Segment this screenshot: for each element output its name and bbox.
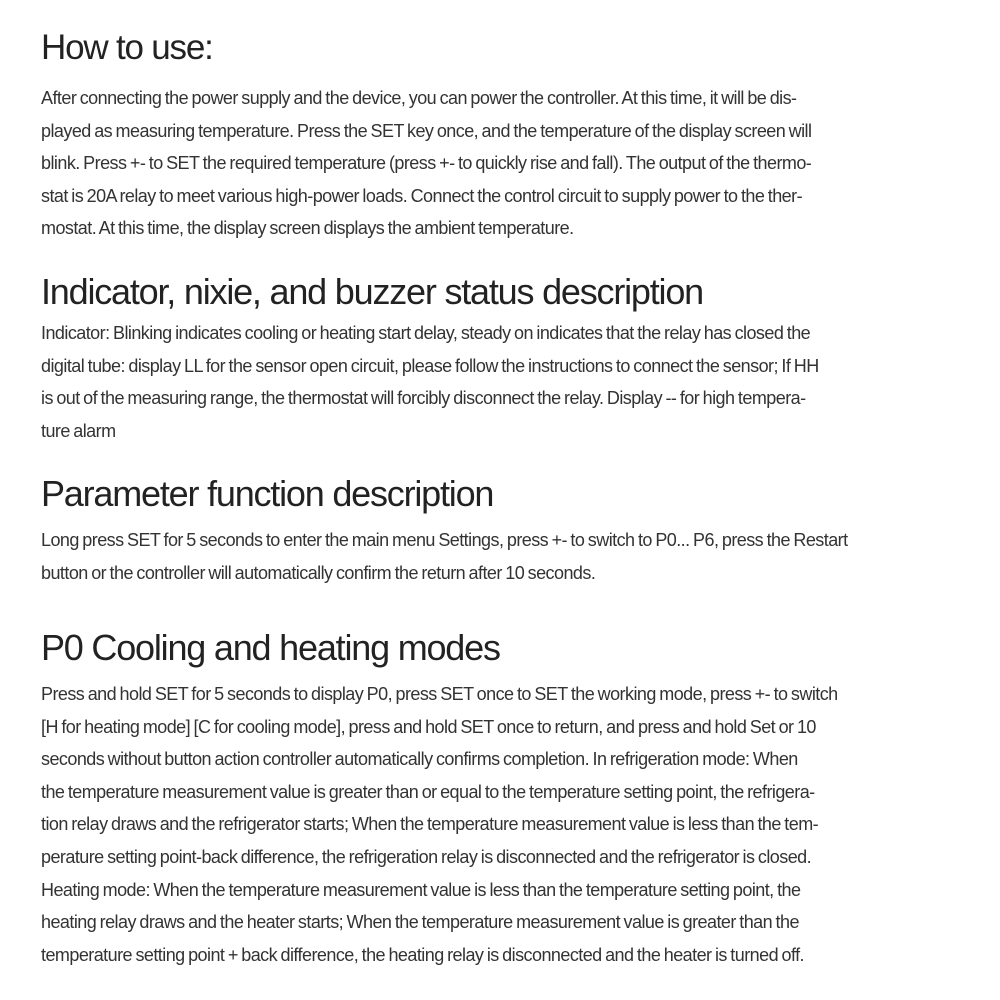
section-p0-modes: [41, 626, 838, 971]
text-line: played as measuring temperature. Press the SET key once, and the temperature of the display screen will: [41, 120, 812, 141]
text-line: seconds without button action controller automatically confirms completion. In refrigeration mode: When: [41, 749, 798, 770]
text-line: Press and hold SET for 5 seconds to display P0, press SET once to SET the working mode, press +- to switch: [41, 684, 838, 704]
text-line: blink. Press +- to SET the required temperature (press +- to quickly rise and fall). The output of the thermo-: [41, 153, 812, 174]
text-line: mostat. At this time, the display screen displays the ambient temperature.: [41, 218, 574, 239]
text-line: [H for heating mode] [C for cooling mode], press and hold SET once to return, and press and hold Set or 10: [41, 716, 816, 737]
text-line: stat is 20A relay to meet various high-power loads. Connect the control circuit to supply power to the ther-: [41, 185, 803, 206]
text-line: Heating mode: When the temperature measurement value is less than the temperature setting point, the: [41, 879, 801, 900]
text-line: ture alarm: [41, 420, 116, 441]
section-heading: How to use:: [41, 28, 213, 67]
section-heading: P0 Cooling and heating modes: [41, 627, 500, 668]
section-indicator-status: [41, 270, 819, 447]
text-line: After connecting the power supply and the device, you can power the controller. At this time, it will be dis-: [41, 88, 797, 108]
section-paragraph: [41, 678, 838, 971]
text-line: is out of the measuring range, the thermostat will forcibly disconnect the relay. Display -- for high tempera-: [41, 388, 806, 409]
section-heading: Indicator, nixie, and buzzer status description: [41, 271, 704, 312]
section-how-to-use: [41, 26, 811, 245]
text-line: button or the controller will automatically confirm the return after 10 seconds.: [41, 562, 596, 583]
text-line: Long press SET for 5 seconds to enter the main menu Settings, press +- to switch to P0... P6, press the Restart: [41, 530, 848, 550]
text-line: temperature setting point + back difference, the heating relay is disconnected and the heater is turned off.: [41, 944, 804, 965]
section-paragraph: [41, 524, 848, 589]
text-line: Indicator: Blinking indicates cooling or heating start delay, steady on indicates that the relay has closed the: [41, 323, 811, 343]
text-line: the temperature measurement value is greater than or equal to the temperature setting point, the refrigera-: [41, 781, 815, 802]
text-line: heating relay draws and the heater starts; When the temperature measurement value is greater than the: [41, 912, 799, 933]
section-paragraph: [41, 82, 811, 245]
text-line: digital tube: display LL for the sensor open circuit, please follow the instructions to connect the sensor; If HH: [41, 355, 819, 376]
text-line: tion relay draws and the refrigerator starts; When the temperature measurement value is less than the tem-: [41, 814, 819, 835]
section-paragraph: [41, 317, 819, 447]
section-heading: Parameter function description: [41, 473, 494, 514]
text-line: perature setting point-back difference, the refrigeration relay is disconnected and the refrigerator is closed.: [41, 846, 812, 867]
section-parameter-function: [41, 472, 848, 589]
